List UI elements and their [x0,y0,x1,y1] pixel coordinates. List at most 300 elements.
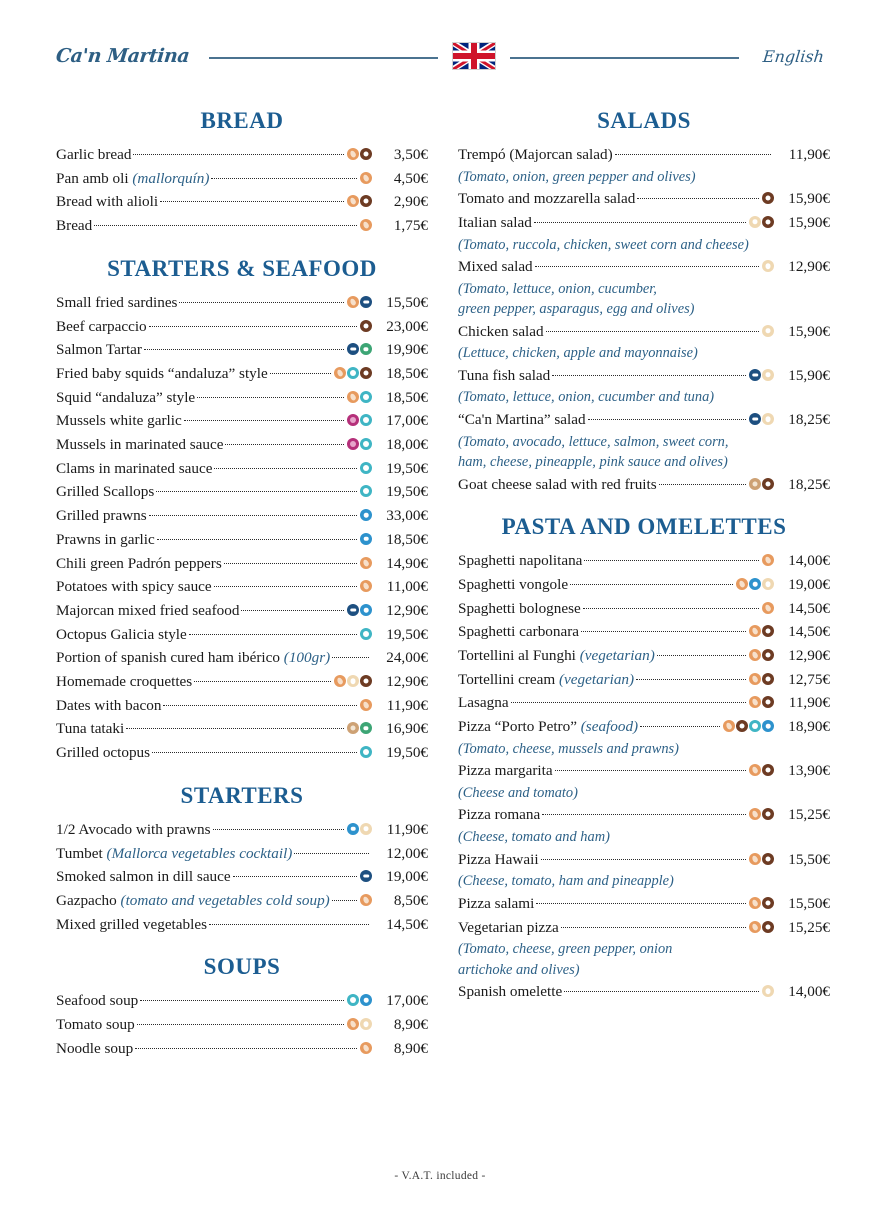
menu-item-name [458,759,553,783]
menu-item [458,691,830,715]
menu-item-name [458,803,540,827]
allergen-egg-icon [360,1018,372,1030]
allergen-list [346,604,374,616]
menu-item-description: artichoke and olives) [458,961,580,978]
allergen-mollusc-icon [360,628,372,640]
leader-dots [615,154,771,155]
menu-item-name-text: Tuna tataki [56,720,125,738]
menu-item-name-text: Garlic bread [56,146,132,163]
menu-item-name [56,315,147,339]
menu-item-name [56,291,177,315]
menu-item-name [56,1013,135,1037]
menu-item [56,338,428,362]
allergen-list [359,172,374,184]
allergen-list [735,578,776,590]
menu-item [56,143,428,167]
menu-item-price: 14,50€ [386,915,428,933]
allergen-milk-icon [762,897,774,909]
menu-item-price: 15,25€ [788,806,830,824]
menu-item-name-text: Tomato and mozzarella salad [458,190,636,208]
menu-item-price: 15,90€ [788,213,830,231]
leader-dots [541,859,746,860]
section-title: PASTA AND OMELETTES [501,514,787,540]
menu-item-name [56,1037,133,1061]
menu-item-name [56,433,223,457]
menu-item-name [56,143,131,167]
allergen-gluten-icon [749,649,761,661]
menu-item-name-text: Squid “andaluza” style [56,388,196,406]
menu-item-name [458,364,550,388]
leader-dots [584,560,759,561]
menu-column-right [458,100,830,1061]
menu-item-price: 19,50€ [386,625,428,643]
allergen-gluten-icon [347,195,359,207]
section-title: SALADS [597,108,691,133]
language-label[interactable]: English [762,46,826,66]
allergen-milk-icon [762,673,774,685]
menu-item-price: 15,90€ [788,190,830,208]
allergen-list [761,602,776,614]
menu-item-price: 18,90€ [788,718,830,736]
menu-item-name-text: Lasagna [458,694,509,712]
allergen-list [346,438,374,450]
allergen-mollusc-icon [360,485,372,497]
allergen-list [359,533,374,545]
menu-item [458,803,830,827]
leader-dots [149,326,357,327]
allergen-gluten-icon [749,853,761,865]
menu-item-name-text: Noodle soup [56,1039,134,1057]
allergen-list [359,580,374,592]
menu-item-name-text: Spaghetti napolitana [458,552,583,570]
allergen-list [748,216,776,228]
leader-dots [189,634,357,635]
menu-item-name-text: Mussels white garlic [56,412,182,430]
allergen-fish-icon [749,413,761,425]
leader-dots [135,1048,357,1049]
allergen-list [346,296,374,308]
allergen-gluten-icon [347,148,359,160]
menu-item-price: 8,50€ [393,891,428,909]
menu-item [56,646,428,670]
menu-item [56,1037,428,1061]
allergen-gluten-icon [749,921,761,933]
menu-item-name-text: Mussels in marinated sauce [56,436,224,454]
allergen-gluten-icon [360,1042,372,1054]
menu-item-name [458,980,562,1004]
menu-item-description: (Tomato, cheese, green pepper, onion [458,941,673,958]
allergen-list [346,391,374,403]
menu-item-price: 14,90€ [386,554,428,572]
allergen-sesame-icon [749,478,761,490]
allergen-fish-icon [360,296,372,308]
menu-item-name [56,842,292,866]
leader-dots [225,444,344,445]
leader-dots [588,419,746,420]
allergen-list [748,764,776,776]
allergen-sulfite-icon [347,414,359,426]
allergen-list [722,720,776,732]
menu-item-name [56,528,155,552]
allergen-gluten-icon [360,580,372,592]
menu-item-name [458,320,544,344]
menu-item [56,623,428,647]
menu-item-name-text: 1/2 Avocado with prawns [56,820,211,838]
menu-item-name [56,670,192,694]
allergen-list [761,554,776,566]
allergen-list [761,325,776,337]
menu-item-name-text: Grilled Scallops [56,483,155,501]
menu-item-price: 18,50€ [386,364,428,382]
menu-item [56,575,428,599]
allergen-list [346,414,374,426]
menu-item-name [458,211,532,235]
menu-item [458,848,830,872]
menu-item-name [56,913,207,937]
allergen-mollusc-icon [360,391,372,403]
menu-item-name [458,187,635,211]
leader-dots [561,927,746,928]
allergen-list [359,557,374,569]
leader-dots [657,655,746,656]
menu-item-price: 12,90€ [788,647,830,665]
menu-item-name-text: Tortellini cream [458,670,559,688]
menu-item-name-text: Pizza romana [458,806,541,824]
allergen-crustacean-icon [360,994,372,1006]
menu-item [56,504,428,528]
allergen-gluten-icon [736,578,748,590]
menu-item-name-text: Mixed grilled vegetables [56,915,207,933]
menu-item-name [56,190,158,214]
menu-item-description: (Lettuce, chicken, apple and mayonnaise) [458,345,698,362]
menu-item-description: (Cheese and tomato) [458,785,578,802]
menu-item-price: 17,00€ [386,992,428,1010]
leader-dots [536,903,746,904]
menu-item-name [56,818,211,842]
menu-section [56,256,428,765]
menu-item-name [56,646,330,670]
menu-item-price: 19,50€ [386,459,428,477]
leader-dots [555,770,746,771]
menu-item-name [56,457,212,481]
allergen-milk-icon [360,320,372,332]
leader-dots [581,631,746,632]
leader-dots [184,420,344,421]
menu-item-price: 23,00€ [386,317,428,335]
menu-item [56,362,428,386]
section-title: STARTERS & SEAFOOD [107,255,377,281]
menu-item [458,473,830,497]
leader-dots [659,484,746,485]
menu-page [0,18,880,1218]
allergen-list [359,699,374,711]
menu-item-name-text: Smoked salmon in dill sauce [56,868,231,886]
menu-item-price: 2,90€ [393,193,428,211]
menu-item-qualifier: (seafood) [580,718,639,736]
menu-item-name [56,409,182,433]
menu-item-name [458,255,533,279]
menu-item-name [56,552,222,576]
menu-item-name [458,916,559,940]
menu-item-price: 18,25€ [788,475,830,493]
menu-item-name-text: Small fried sardines [56,293,178,311]
allergen-gluten-icon [749,808,761,820]
menu-item-description: (Cheese, tomato and ham) [458,829,610,846]
menu-item-price: 18,50€ [386,530,428,548]
leader-dots [144,349,344,350]
allergen-list [346,1018,374,1030]
allergen-sesame-icon [347,722,359,734]
allergen-crustacean-icon [360,604,372,616]
allergen-egg-icon [762,985,774,997]
menu-item-price: 19,50€ [386,483,428,501]
menu-item-name [458,715,638,739]
allergen-list [346,722,374,734]
menu-item-description: (Tomato, lettuce, onion, cucumber, [458,280,657,297]
allergen-list [333,367,374,379]
menu-item-name [458,848,539,872]
leader-dots [163,705,357,706]
menu-item-description: (Tomato, cheese, mussels and prawns) [458,740,679,757]
leader-dots [542,814,746,815]
allergen-list [748,649,776,661]
menu-item-name [458,691,509,715]
leader-dots [552,375,746,376]
allergen-gluten-icon [360,219,372,231]
allergen-list [748,696,776,708]
menu-item [458,644,830,668]
leader-dots [149,515,357,516]
allergen-milk-icon [762,649,774,661]
menu-item [56,552,428,576]
menu-item-name-text: Fried baby squids “andaluza” style [56,364,268,382]
leader-dots [535,266,759,267]
allergen-egg-icon [762,413,774,425]
menu-item-name [56,717,124,741]
menu-item-name-text: Spaghetti carbonara [458,623,580,641]
leader-dots [214,468,357,469]
menu-item-price: 33,00€ [386,507,428,525]
menu-item [458,549,830,573]
menu-item-price: 18,50€ [386,388,428,406]
menu-item-price: 11,90€ [788,146,830,163]
allergen-list [359,462,374,474]
allergen-gluten-icon [749,897,761,909]
menu-item-name-text: Chili green Padrón peppers [56,554,222,572]
menu-item-price: 14,00€ [788,983,830,1001]
menu-item-name [458,597,581,621]
allergen-gluten-icon [334,675,346,687]
header-rule-right [510,57,739,59]
menu-item-qualifier: (mallorquín) [132,169,210,187]
allergen-mollusc-icon [347,994,359,1006]
allergen-gluten-icon [347,391,359,403]
menu-item-name-text: Tomato soup [56,1016,135,1034]
section-title: STARTERS [180,782,304,808]
leader-dots [179,302,344,303]
menu-item [458,320,830,344]
allergen-milk-icon [762,192,774,204]
leader-dots [294,853,369,854]
menu-item-description: (Tomato, onion, green pepper and olives) [458,168,696,185]
menu-item-name-text: Grilled octopus [56,744,151,762]
allergen-list [333,675,374,687]
allergen-mollusc-icon [360,414,372,426]
leader-dots [564,991,759,992]
leader-dots [160,201,344,202]
menu-section [458,108,830,496]
allergen-egg-icon [749,216,761,228]
allergen-mollusc-icon [360,438,372,450]
menu-item [56,694,428,718]
menu-item-name [56,694,161,718]
menu-item-name-text: Pizza Hawaii [458,850,539,868]
menu-item-price: 12,90€ [788,258,830,276]
leader-dots [209,924,369,925]
menu-item [56,433,428,457]
menu-item [458,668,830,692]
menu-item-name-text: Chicken salad [458,322,544,340]
menu-item-price: 18,00€ [386,436,428,454]
allergen-milk-icon [762,853,774,865]
allergen-list [748,853,776,865]
menu-item-price: 3,50€ [393,146,428,163]
menu-item-name [56,362,268,386]
restaurant-logo: Ca'n Martina [54,45,191,67]
menu-item-qualifier: (Mallorca vegetables cocktail) [106,844,293,862]
menu-column-left [56,100,428,1061]
leader-dots [637,198,759,199]
allergen-list [761,985,776,997]
menu-item [56,214,428,238]
menu-item-name [56,599,239,623]
menu-item-name-text: Homemade croquettes [56,673,193,691]
menu-item [56,741,428,765]
menu-item-name [56,480,154,504]
menu-item-name [458,408,586,432]
menu-item-price: 11,00€ [386,578,428,596]
leader-dots [211,178,357,179]
leader-dots [583,608,759,609]
menu-item [56,409,428,433]
allergen-list [359,870,374,882]
leader-dots [157,539,357,540]
leader-dots [640,726,720,727]
menu-item-name [56,865,231,889]
leader-dots [233,876,357,877]
allergen-list [748,897,776,909]
menu-item [458,892,830,916]
menu-item-description: ham, cheese, pineapple, pink sauce and olives) [458,454,728,471]
menu-item-qualifier: (tomato and vegetables cold soup) [120,891,330,909]
menu-item [56,315,428,339]
menu-item-name-text: Bread [56,217,93,235]
menu-item-price: 12,90€ [386,601,428,619]
menu-item [56,818,428,842]
allergen-crustacean-icon [749,578,761,590]
allergen-gluten-icon [749,764,761,776]
menu-item-qualifier: (vegetarian) [579,647,655,665]
menu-item-name-text: Vegetarian pizza [458,918,559,936]
allergen-list [359,219,374,231]
menu-item-price: 16,90€ [386,720,428,738]
leader-dots [152,752,357,753]
menu-item-name-text: Tortellini al Funghi [458,647,580,665]
leader-dots [241,610,344,611]
allergen-gluten-icon [347,1018,359,1030]
menu-item-price: 12,00€ [386,844,428,862]
allergen-soy-icon [360,722,372,734]
menu-item-name [458,573,568,597]
allergen-sulfite-icon [347,438,359,450]
leader-dots [140,1000,344,1001]
allergen-list [346,823,374,835]
menu-section [56,783,428,937]
allergen-milk-icon [762,696,774,708]
menu-item [56,889,428,913]
allergen-list [346,343,374,355]
menu-item-name-text: Trempó (Majorcan salad) [458,146,613,163]
menu-item-description: (Cheese, tomato, ham and pineapple) [458,873,674,890]
allergen-milk-icon [762,625,774,637]
allergen-list [761,192,776,204]
menu-item-name-text: Gazpacho [56,891,121,909]
allergen-crustacean-icon [762,720,774,732]
menu-item-price: 19,00€ [788,575,830,593]
allergen-list [359,746,374,758]
menu-item-name [56,504,147,528]
header-rule-left [209,57,438,59]
allergen-gluten-icon [347,296,359,308]
leader-dots [156,491,357,492]
menu-item-name [458,644,655,668]
menu-item [458,759,830,783]
menu-item [56,291,428,315]
allergen-list [748,413,776,425]
menu-item-description: (Tomato, avocado, lettuce, salmon, sweet corn, [458,433,729,450]
allergen-gluten-icon [334,367,346,379]
menu-item-price: 14,50€ [788,623,830,641]
vat-note: - V.A.T. included - [394,1170,486,1182]
allergen-egg-icon [762,260,774,272]
menu-section [56,954,428,1060]
allergen-milk-icon [360,195,372,207]
allergen-gluten-icon [360,894,372,906]
menu-item-name-text: Tuna fish salad [458,366,551,384]
menu-item [458,187,830,211]
menu-item [56,386,428,410]
menu-item-price: 15,50€ [788,850,830,868]
menu-item-name [56,989,138,1013]
allergen-crustacean-icon [360,533,372,545]
allergen-milk-icon [762,921,774,933]
menu-item-description: (Tomato, ruccola, chicken, sweet corn and cheese) [458,236,749,253]
menu-item-name-text: Italian salad [458,213,532,231]
uk-flag-icon[interactable] [452,42,496,70]
menu-item [56,480,428,504]
menu-item [458,364,830,388]
menu-item-price: 12,75€ [788,670,830,688]
allergen-list [359,894,374,906]
allergen-gluten-icon [723,720,735,732]
allergen-milk-icon [360,367,372,379]
allergen-crustacean-icon [347,823,359,835]
menu-item-name-text: Clams in marinated sauce [56,459,213,477]
allergen-gluten-icon [360,557,372,569]
menu-item-name-text: Pizza margarita [458,762,553,780]
menu-item-price: 19,50€ [386,744,428,762]
leader-dots [332,900,357,901]
